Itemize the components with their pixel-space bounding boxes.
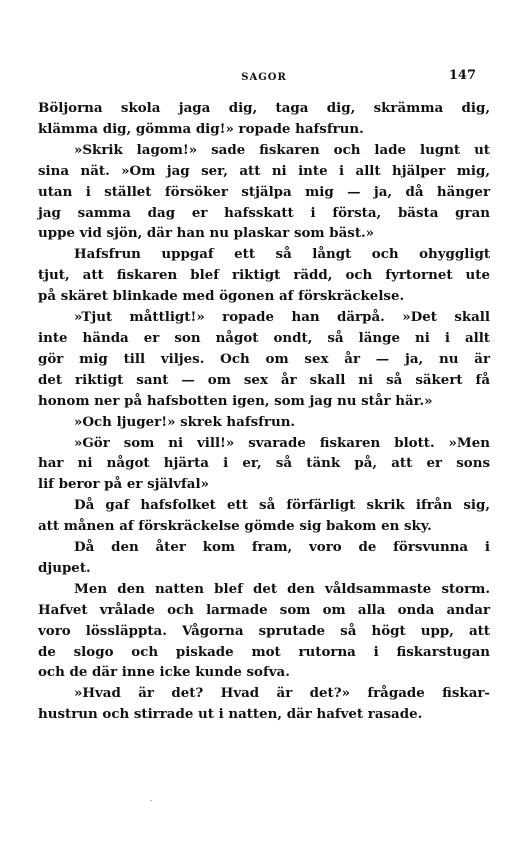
text-line: »Skrik lagom!» sade fiskaren och lade lugnt ut: [74, 141, 490, 158]
text-line: tjut, att fiskaren blef riktigt rädd, och fyrtornet ute: [38, 267, 490, 284]
book-page: [38, 66, 490, 725]
text-line: klämma dig, gömma dig!» ropade hafsfrun.: [38, 120, 364, 137]
text-line: de slogo och piskade mot rutorna i fiskarstugan: [38, 643, 490, 660]
text-line: att månen af förskräckelse gömde sig bakom en sky.: [38, 518, 432, 535]
text-line: Men den natten blef det den våldsammaste storm.: [74, 580, 490, 597]
text-line: »Och ljuger!» skrek hafsfrun.: [74, 413, 296, 430]
text-line: och de där inne icke kunde sofva.: [38, 664, 290, 681]
text-line: voro lössläppta. Vågorna sprutade så högt upp, att: [38, 622, 490, 639]
text-line: »Tjut måttligt!» ropade han därpå. »Det skall: [74, 309, 490, 326]
text-line: Då den åter kom fram, voro de försvunna i: [74, 539, 490, 556]
text-line: »Gör som ni vill!» svarade fiskaren blott. »Men: [74, 434, 490, 451]
text-line: »Hvad är det? Hvad är det?» frågade fiskar-: [74, 685, 490, 702]
text-line: Hafsfrun uppgaf ett så långt och ohyggligt: [74, 246, 490, 263]
text-line: Då gaf hafsfolket ett så förfärligt skrik ifrån sig,: [74, 497, 490, 514]
running-title: SAGOR: [241, 72, 287, 83]
text-line: gör mig till viljes. Och om sex år — ja, nu är: [38, 350, 490, 367]
text-line: sina nät. »Om jag ser, att ni inte i allt hjälper mig,: [38, 162, 490, 179]
text-line: har ni något hjärta i er, så tänk på, att er sons: [38, 455, 490, 472]
text-line: honom ner på hafsbotten igen, som jag nu står här.»: [38, 392, 433, 409]
text-line: utan i stället försöker stjälpa mig — ja, då hänger: [38, 183, 490, 200]
text-line: jag samma dag er hafsskatt i första, bästa gran: [38, 204, 490, 221]
body-text: [38, 98, 490, 725]
text-line: Böljorna skola jaga dig, taga dig, skrämma dig,: [38, 100, 490, 116]
page-number: 147: [448, 68, 476, 83]
text-line: djupet.: [38, 559, 91, 576]
text-line: lif beror på er självfal»: [38, 476, 209, 493]
text-line: inte hända er son något ondt, så länge ni i allt: [38, 329, 490, 346]
running-head: [38, 66, 490, 90]
text-line: Hafvet vrålade och larmade som om alla onda andar: [38, 601, 490, 618]
paper-speck: [150, 800, 152, 801]
text-line: på skäret blinkade med ögonen af förskräckelse.: [38, 288, 405, 305]
text-line: det riktigt sant — om sex år skall ni så säkert få: [38, 371, 490, 388]
text-line: hustrun och stirrade ut i natten, där hafvet rasade.: [38, 706, 423, 723]
text-line: uppe vid sjön, där han nu plaskar som bäst.»: [38, 225, 375, 242]
